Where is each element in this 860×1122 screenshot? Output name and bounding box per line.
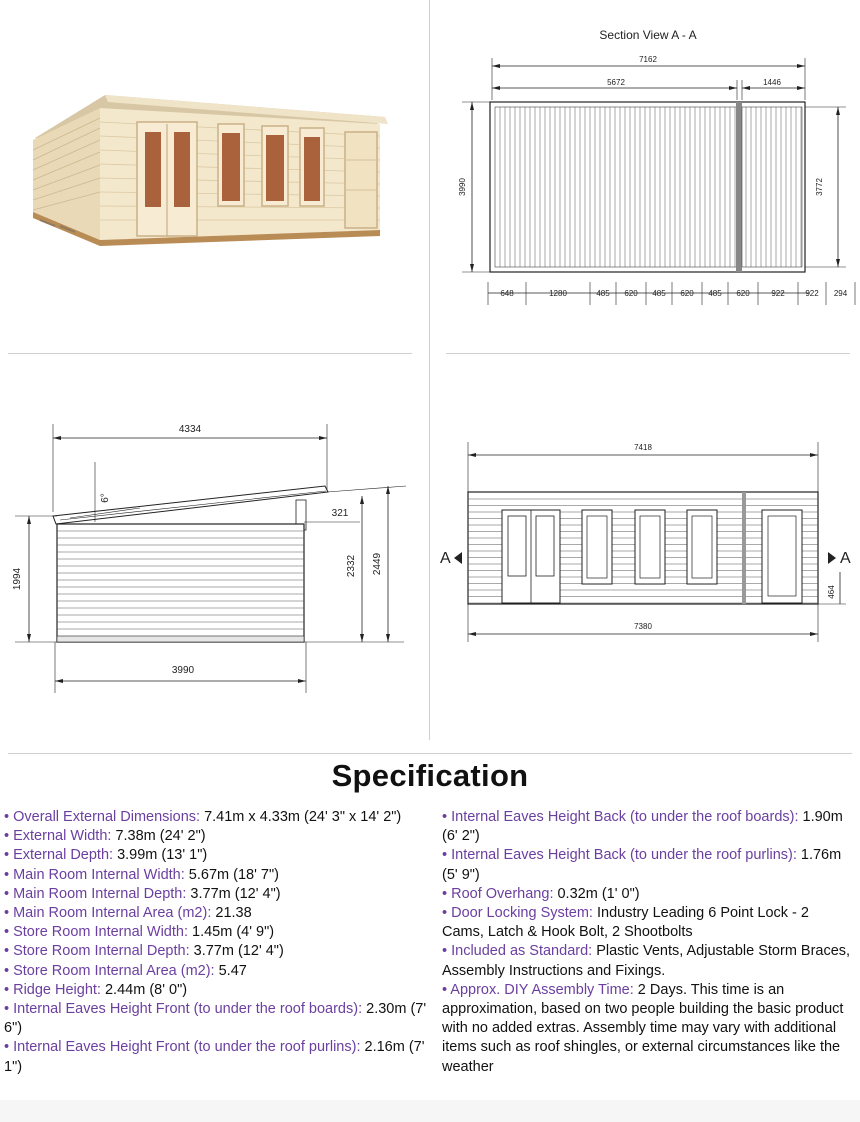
divider-top-right: [446, 353, 850, 354]
dim-bottom-segment: 485: [708, 289, 722, 298]
spec-item: • Door Locking System: Industry Leading 6 Point Lock - 2 Cams, Latch & Hook Bolt, 2 Shootbolts: [442, 905, 809, 941]
spec-item: • Main Room Internal Width: 5.67m (18' 7"): [4, 866, 279, 883]
dim-left-depth: 3990: [458, 178, 467, 196]
spec-item: • Roof Overhang: 0.32m (1' 0"): [442, 885, 640, 902]
spec-item: • Store Room Internal Depth: 3.77m (12' 4"): [4, 943, 284, 960]
spec-item: • Internal Eaves Height Back (to under the roof boards): 1.90m (6' 2"): [442, 809, 843, 845]
dim-front-top: 7418: [634, 443, 652, 452]
dim-overall: 7162: [639, 55, 657, 64]
dim-bottom-segment: 922: [771, 289, 785, 298]
specification-title: Specification: [331, 758, 529, 793]
dim-bottom-segment: 620: [680, 289, 694, 298]
dim-wall-height: 1994: [12, 567, 23, 591]
dim-bottom-segment: 485: [652, 289, 666, 298]
section-view-drawing: [440, 0, 860, 345]
front-elevation-drawing: [432, 430, 860, 650]
spec-item: • Store Room Internal Area (m2): 5.47: [4, 962, 247, 979]
dim-mid-height: 2332: [346, 554, 357, 578]
section-marker-right: A: [840, 550, 851, 567]
dim-ridge-height: 2449: [372, 552, 383, 576]
dim-store-width: 1446: [763, 78, 781, 87]
spec-item: • Included as Standard: Plastic Vents, Adjustable Storm Braces, Assembly Instructions and Fixings.: [442, 943, 851, 979]
spec-item: • External Width: 7.38m (24' 2"): [4, 828, 206, 845]
spec-item: • Ridge Height: 2.44m (8' 0"): [4, 981, 188, 998]
dim-side-top: 4334: [178, 424, 202, 435]
dim-bottom-segment: 922: [805, 289, 819, 298]
divider-top-left: [8, 353, 412, 354]
divider-specification: [8, 753, 852, 754]
dim-bottom-segment: 294: [833, 289, 848, 298]
spec-item: • Main Room Internal Depth: 3.77m (12' 4"): [4, 885, 281, 902]
spec-item: • Approx. DIY Assembly Time: 2 Days. This time is an approximation, based on two people building the basic product with no added extras. Assembly time may vary with additional items such as roof shingles, or external circumstances like the weather: [442, 981, 844, 1075]
footer-band: [0, 1100, 860, 1122]
dim-bottom-segment: 1280: [549, 289, 567, 298]
spec-item: • Internal Eaves Height Back (to under the roof purlins): 1.76m (5' 9"): [442, 847, 842, 883]
spec-item: • Overall External Dimensions: 7.41m x 4.33m (24' 3" x 14' 2"): [4, 809, 402, 825]
spec-item: • External Depth: 3.99m (13' 1"): [4, 847, 208, 864]
dim-bottom-segment: 620: [736, 289, 750, 298]
dim-bottom-segment: 648: [500, 289, 514, 298]
dim-roof-angle: 6°: [100, 493, 111, 503]
spec-item: • Internal Eaves Height Front (to under the roof boards): 2.30m (7' 6"): [4, 1001, 427, 1037]
section-view-title: Section View A - A: [599, 28, 697, 42]
spec-left-column: [4, 808, 432, 1077]
spec-item: • Main Room Internal Area (m2): 21.38: [4, 905, 252, 922]
dim-side-base: 3990: [171, 665, 195, 676]
dim-front-bottom: 7380: [634, 622, 652, 631]
spec-item: • Store Room Internal Width: 1.45m (4' 9"): [4, 924, 275, 941]
divider-vertical: [429, 0, 430, 740]
dim-right-depth: 3772: [815, 178, 824, 196]
spec-item: • Internal Eaves Height Front (to under the roof purlins): 2.16m (7' 1"): [4, 1039, 425, 1075]
side-elevation-drawing: [0, 400, 425, 700]
dim-overhang: 321: [331, 508, 349, 519]
product-photo: [0, 0, 420, 345]
dim-bottom-segment: 485: [596, 289, 610, 298]
dim-bottom-segment: 620: [624, 289, 638, 298]
dim-step: 464: [827, 585, 836, 599]
section-marker-left: A: [440, 550, 451, 567]
spec-right-column: [442, 808, 854, 1077]
dim-main-width: 5672: [607, 78, 625, 87]
